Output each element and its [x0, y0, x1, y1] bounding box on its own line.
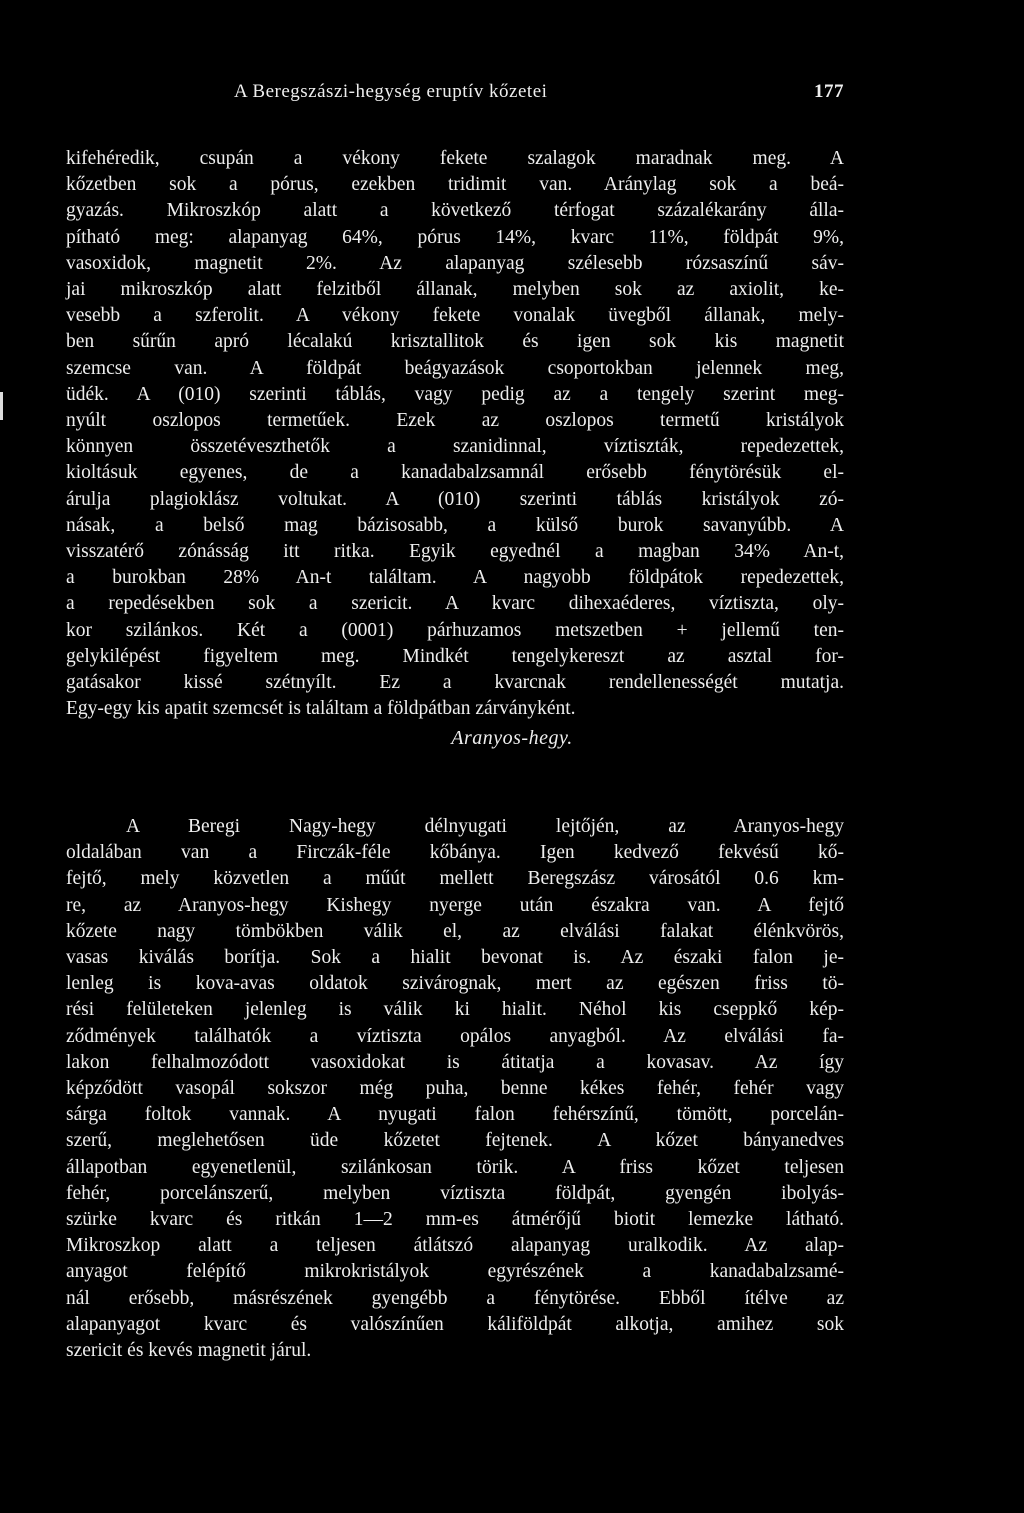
text-line: nyúlt oszlopos termetűek. Ezek az oszlopos termetű kristályok — [66, 410, 844, 432]
text-line: a repedésekben sok a szericit. A kvarc dihexaéderes, víztiszta, oly- — [66, 593, 844, 615]
text-line: kőzetben sok a pórus, ezekben tridimit van. Aránylag sok a beá- — [66, 174, 844, 196]
text-line: gatásakor kissé szétnyílt. Ez a kvarcnak rendellenességét mutatja. — [66, 672, 844, 694]
text-line: jai mikroszkóp alatt felzitből állanak, melyben sok az axiolit, ke- — [66, 279, 844, 301]
section-title: Aranyos-hegy. — [451, 727, 573, 749]
text-line: fejtő, mely közvetlen a műút mellett Beregszász városától 0.6 km- — [66, 868, 844, 890]
text-line: anyagot felépítő mikrokristályok egyrészének a kanadabalzsamé- — [66, 1261, 844, 1283]
paragraph-1 — [66, 146, 844, 722]
text-line: kor szilánkos. Két a (0001) párhuzamos metszetben + jellemű ten- — [66, 619, 844, 641]
text-line: szerű, meglehetősen üde kőzetet fejtenek. A kőzet bányanedves — [66, 1130, 844, 1152]
text-line: gyazás. Mikroszkóp alatt a következő térfogat százalékarány álla- — [66, 200, 844, 222]
text-line: fehér, porcelánszerű, melyben víztiszta földpát, gyengén ibolyás- — [66, 1182, 844, 1204]
page-number: 177 — [814, 81, 844, 102]
text-line: lenleg is kova-avas oldatok szivárognak, mert az egészen friss tö- — [66, 973, 844, 995]
text-line: gelykilépést figyeltem meg. Mindkét tengelykereszt az asztal for- — [66, 645, 844, 667]
text-line: alapanyagot kvarc és valószínűen káliföldpát alkotja, amihez sok — [66, 1313, 844, 1335]
text-line: ben sűrűn apró lécalakú krisztallitok és igen sok kis magnetit — [66, 331, 844, 353]
text-line: násak, a belső mag bázisosabb, a külső burok savanyúbb. A — [66, 514, 844, 536]
text-line: képződött vasopál sokszor még puha, benne kékes fehér, fehér vagy — [66, 1078, 844, 1100]
text-line: szericit és kevés magnetit járul. — [66, 1340, 312, 1362]
text-line: visszatérő zónásság itt ritka. Egyik egyednél a magban 34% An-t, — [66, 541, 844, 563]
text-line: lakon felhalmozódott vasoxidokat is átitatja a kovasav. Az így — [66, 1051, 844, 1073]
text-line: Mikroszkop alatt a teljesen átlátszó alapanyag uralkodik. Az alap- — [66, 1235, 844, 1257]
text-line: árulja plagioklász voltukat. A (010) szerinti táblás kristályok zó- — [66, 488, 844, 510]
text-line: szürke kvarc és ritkán 1—2 mm-es átmérőjű biotit lemezke látható. — [66, 1209, 844, 1231]
text-line: vasoxidok, magnetit 2%. Az alapanyag szélesebb rózsaszínű sáv- — [66, 252, 844, 274]
text-line: a burokban 28% An-t találtam. A nagyobb földpátok repedezettek, — [66, 567, 844, 589]
text-line: üdék. A (010) szerinti táblás, vagy pedig az a tengely szerint meg- — [66, 383, 844, 405]
text-line: oldalában van a Firczák-féle kőbánya. Igen kedvező fekvésű kő- — [66, 842, 844, 864]
text-line: szemcse van. A földpát beágyazások csoportokban jelennek meg, — [66, 357, 844, 379]
text-line: vesebb a szferolit. A vékony fekete vonalak üvegből állanak, mely- — [66, 305, 844, 327]
text-line: kőzete nagy tömbökben válik el, az elválási falakat élénkvörös, — [66, 920, 844, 942]
text-line: nál erősebb, másrészének gyengébb a fénytörése. Ebből ítélve az — [66, 1287, 844, 1309]
page-edge-mark — [0, 392, 3, 420]
page-header — [64, 81, 844, 109]
text-line: sárga foltok vannak. A nyugati falon fehérszínű, tömött, porcelán- — [66, 1104, 844, 1126]
text-line: re, az Aranyos-hegy Kishegy nyerge után északra van. A fejtő — [66, 894, 844, 916]
text-line: pítható meg: alapanyag 64%, pórus 14%, kvarc 11%, földpát 9%, — [66, 226, 844, 248]
text-line: könnyen összetéveszthetők a szanidinnal, víztiszták, repedezettek, — [66, 436, 844, 458]
text-line: állapotban egyenetlenül, szilánkosan törik. A friss kőzet teljesen — [66, 1156, 844, 1178]
text-line: rési felületeken jelenleg is válik ki hialit. Néhol kis cseppkő kép- — [66, 999, 844, 1021]
text-line: Egy-egy kis apatit szemcsét is találtam a földpátban zárványként. — [66, 698, 576, 720]
paragraph-2 — [66, 814, 844, 1364]
text-line: kioltásuk egyenes, de a kanadabalzsamnál erősebb fénytörésük el- — [66, 462, 844, 484]
text-line: A Beregi Nagy-hegy délnyugati lejtőjén, az Aranyos-hegy — [126, 816, 844, 837]
text-line: ződmények találhatók a víztiszta opálos anyagból. Az elválási fa- — [66, 1025, 844, 1047]
text-line: kifehéredik, csupán a vékony fekete szalagok maradnak meg. A — [66, 148, 844, 169]
running-title: A Beregszászi-hegység eruptív kőzetei — [234, 81, 548, 102]
text-line: vasas kiválás borítja. Sok a hialit bevonat is. Az északi falon je- — [66, 947, 844, 969]
